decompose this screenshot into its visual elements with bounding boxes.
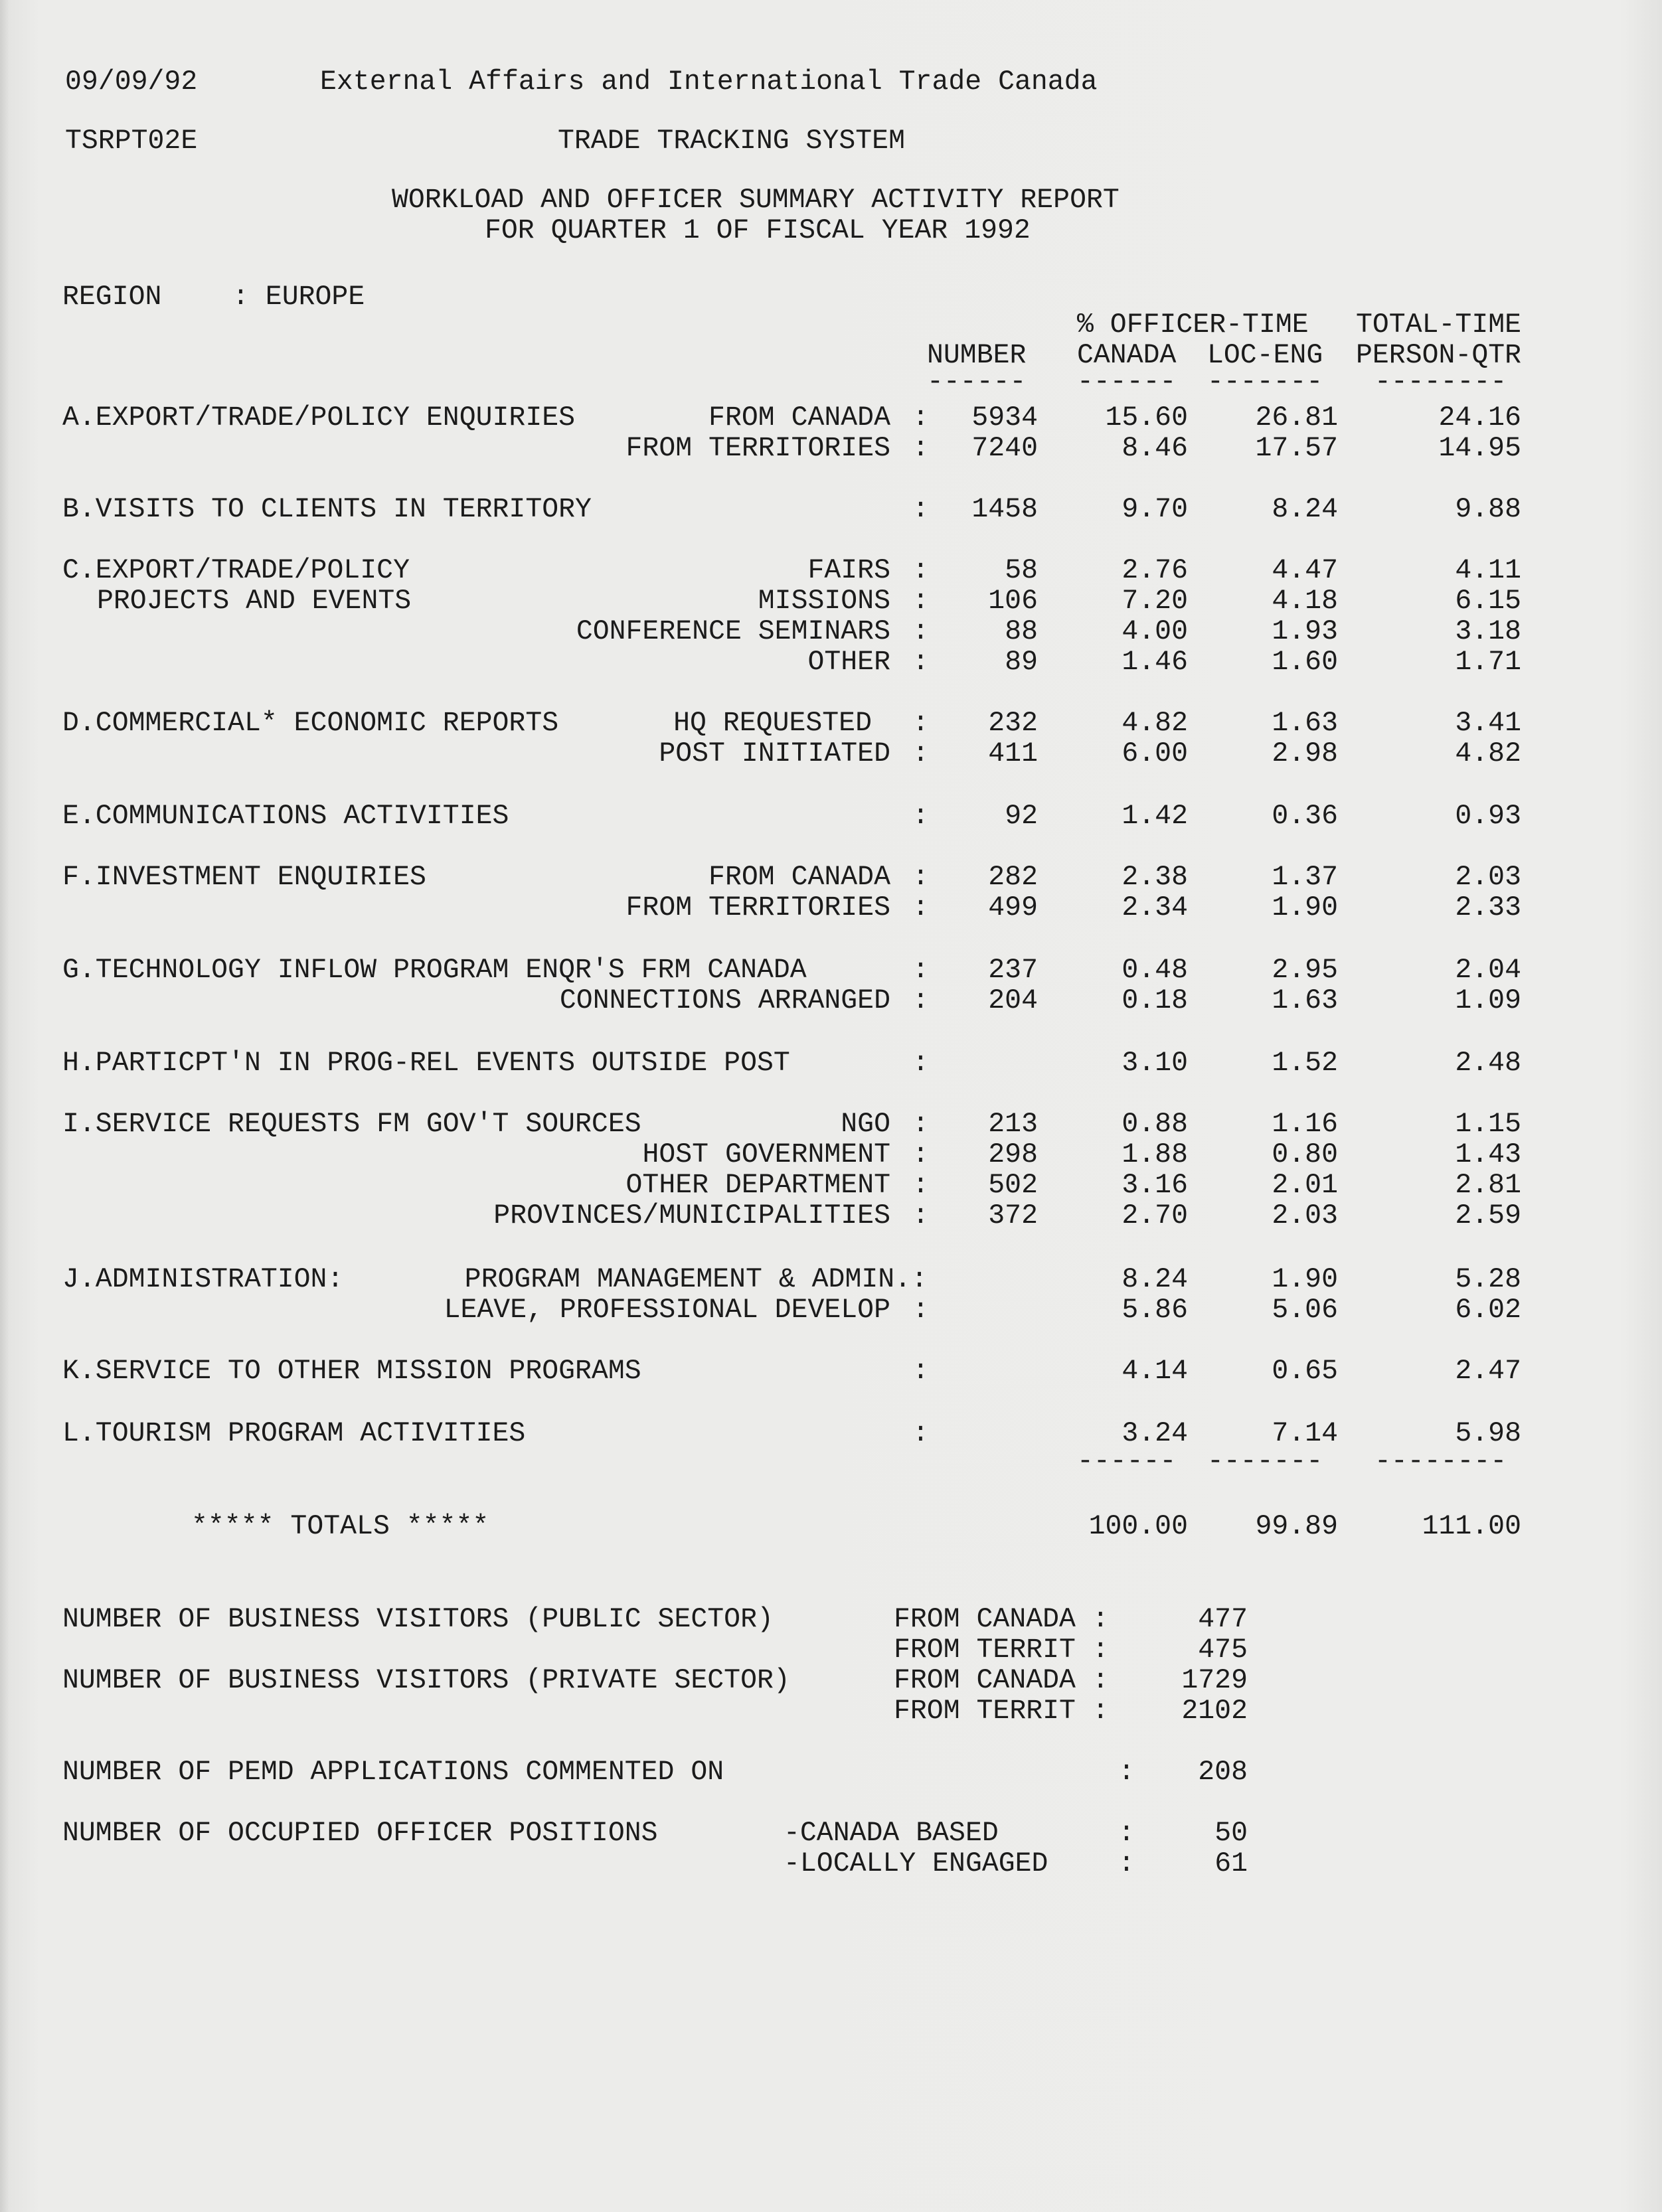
number-cell: 502 [988, 1170, 1038, 1201]
colon: : [912, 862, 929, 893]
canada-cell: 5.86 [1122, 1295, 1188, 1326]
colon: : [912, 892, 929, 923]
number-underline: ------ [927, 366, 1027, 398]
report-code: TSRPT02E [65, 125, 198, 157]
canada-cell: 0.18 [1122, 985, 1188, 1016]
report-title: WORKLOAD AND OFFICER SUMMARY ACTIVITY REPORT [392, 185, 1120, 216]
person-qtr-cell: 2.03 [1455, 862, 1521, 893]
colon: : [912, 985, 929, 1016]
person-qtr-cell: 4.82 [1455, 738, 1521, 769]
person-qtr-cell: 2.33 [1455, 892, 1521, 923]
sub-label: MISSIONS [758, 586, 890, 617]
loc-eng-cell: 1.63 [1272, 708, 1338, 739]
number-cell: 1458 [971, 494, 1038, 525]
table-row [0, 429, 1662, 469]
number-cell: 58 [1005, 555, 1038, 586]
colon: : [912, 586, 929, 617]
loc-eng-cell: 0.36 [1272, 801, 1338, 832]
sub-label: POST INITIATED [659, 738, 890, 769]
business-visitors-public-label: NUMBER OF BUSINESS VISITORS (PUBLIC SECTOR) [62, 1604, 774, 1635]
loc-eng-cell: 5.06 [1272, 1295, 1338, 1326]
canada-cell: 3.10 [1122, 1048, 1188, 1079]
loc-eng-cell: 1.63 [1272, 985, 1338, 1016]
loc-eng-cell: 4.47 [1272, 555, 1338, 586]
person-qtr-total-underline: -------- [1374, 1446, 1507, 1477]
colon: : [912, 494, 929, 525]
loc-eng-cell: 1.90 [1272, 892, 1338, 923]
canada-cell: 9.70 [1122, 494, 1188, 525]
colon: : [912, 1139, 929, 1170]
table-row [0, 1291, 1662, 1330]
number-cell: 499 [988, 892, 1038, 923]
from-territ-label: FROM TERRIT : [894, 1634, 1109, 1666]
canada-cell: 3.16 [1122, 1170, 1188, 1201]
canada-cell: 2.38 [1122, 862, 1188, 893]
category-label: C.EXPORT/TRADE/POLICY [62, 555, 410, 586]
loc-eng-cell: 2.98 [1272, 738, 1338, 769]
table-row [0, 1196, 1662, 1236]
person-qtr-cell: 2.81 [1455, 1170, 1521, 1201]
loc-eng-header: LOC-ENG [1207, 340, 1323, 371]
sub-label: FROM CANADA [708, 862, 890, 893]
number-cell: 106 [988, 586, 1038, 617]
category-label: I.SERVICE REQUESTS FM GOV'T SOURCES [62, 1109, 641, 1140]
total-time-header: TOTAL-TIME [1356, 309, 1522, 341]
header-line-1 [0, 62, 1662, 102]
colon: : [912, 555, 929, 586]
category-label: G.TECHNOLOGY INFLOW PROGRAM ENQR'S FRM CANADA [62, 955, 807, 986]
category-label: A.EXPORT/TRADE/POLICY ENQUIRIES [62, 402, 576, 434]
number-cell: 204 [988, 985, 1038, 1016]
category-label: F.INVESTMENT ENQUIRIES [62, 862, 426, 893]
sub-label: OTHER [807, 647, 890, 678]
canada-total-underline: ------ [1077, 1446, 1177, 1477]
person-qtr-cell: 14.95 [1438, 433, 1521, 464]
colon: : [912, 708, 929, 739]
person-qtr-total: 111.00 [1422, 1511, 1521, 1542]
report-title-line-2 [0, 211, 1662, 251]
loc-eng-cell: 1.37 [1272, 862, 1338, 893]
colon: : [912, 955, 929, 986]
canada-cell: 2.70 [1122, 1200, 1188, 1231]
sub-label: NGO [841, 1109, 890, 1140]
person-qtr-cell: 6.02 [1455, 1295, 1521, 1326]
person-qtr-header: PERSON-QTR [1356, 340, 1522, 371]
loc-eng-cell: 1.16 [1272, 1109, 1338, 1140]
loc-eng-cell: 26.81 [1255, 402, 1338, 434]
person-qtr-cell: 1.09 [1455, 985, 1521, 1016]
sub-label: OTHER DEPARTMENT [625, 1170, 890, 1201]
loc-eng-cell: 4.18 [1272, 586, 1338, 617]
loc-eng-cell: 0.65 [1272, 1356, 1338, 1387]
loc-eng-cell: 2.01 [1272, 1170, 1338, 1201]
loc-eng-cell: 17.57 [1255, 433, 1338, 464]
totals-label: ***** TOTALS ***** [191, 1511, 489, 1542]
person-qtr-cell: 5.98 [1455, 1418, 1521, 1449]
category-label: J.ADMINISTRATION: [62, 1264, 344, 1295]
canada-cell: 8.24 [1122, 1264, 1188, 1295]
person-qtr-cell: 5.28 [1455, 1264, 1521, 1295]
table-row [0, 797, 1662, 836]
report-period: FOR QUARTER 1 OF FISCAL YEAR 1992 [485, 215, 1031, 246]
from-canada-label: FROM CANADA : [894, 1604, 1109, 1635]
colon: : [1118, 1818, 1135, 1849]
loc-eng-cell: 2.95 [1272, 955, 1338, 986]
system-name: TRADE TRACKING SYSTEM [558, 125, 905, 157]
loc-eng-total-underline: ------- [1207, 1446, 1323, 1477]
colon: : [912, 1109, 929, 1140]
colon: : [912, 647, 929, 678]
loc-eng-cell: 1.52 [1272, 1048, 1338, 1079]
canada-header: CANADA [1077, 340, 1177, 371]
colon: : [912, 1200, 929, 1231]
sub-label: FROM CANADA [708, 402, 890, 434]
table-row [0, 1352, 1662, 1391]
person-qtr-cell: 2.59 [1455, 1200, 1521, 1231]
pemd-label: NUMBER OF PEMD APPLICATIONS COMMENTED ON [62, 1757, 724, 1788]
table-row [0, 643, 1662, 682]
canada-cell: 4.82 [1122, 708, 1188, 739]
canada-cell: 0.48 [1122, 955, 1188, 986]
canada-cell: 2.76 [1122, 555, 1188, 586]
number-cell: 5934 [971, 402, 1038, 434]
from-territ-label: FROM TERRIT : [894, 1696, 1109, 1727]
canada-cell: 2.34 [1122, 892, 1188, 923]
region-label: REGION [62, 281, 162, 313]
stat-value: 61 [1214, 1848, 1248, 1879]
from-canada-label: FROM CANADA : [894, 1665, 1109, 1696]
person-qtr-cell: 2.04 [1455, 955, 1521, 986]
sub-label: PROGRAM MANAGEMENT & ADMIN.: [464, 1264, 928, 1295]
canada-cell: 1.88 [1122, 1139, 1188, 1170]
number-cell: 232 [988, 708, 1038, 739]
colon: : [912, 1170, 929, 1201]
canada-cell: 0.88 [1122, 1109, 1188, 1140]
pct-officer-time-header: % OFFICER-TIME [1077, 309, 1309, 341]
category-label: L.TOURISM PROGRAM ACTIVITIES [62, 1418, 526, 1449]
table-row [0, 734, 1662, 774]
person-qtr-cell: 3.41 [1455, 708, 1521, 739]
totals-underline [0, 1442, 1662, 1482]
category-label: D.COMMERCIAL* ECONOMIC REPORTS [62, 708, 559, 739]
stat-value: 50 [1214, 1818, 1248, 1849]
person-qtr-cell: 2.47 [1455, 1356, 1521, 1387]
header-line-2 [0, 121, 1662, 161]
loc-eng-underline: ------- [1207, 366, 1323, 398]
loc-eng-cell: 8.24 [1272, 494, 1338, 525]
loc-eng-cell: 1.60 [1272, 647, 1338, 678]
canada-cell: 8.46 [1122, 433, 1188, 464]
business-visitors-private-territ [0, 1692, 1662, 1731]
number-header: NUMBER [927, 340, 1027, 371]
officer-positions-locally-engaged [0, 1844, 1662, 1884]
sub-label: FROM TERRITORIES [625, 892, 890, 923]
sub-label: HOST GOVERNMENT [642, 1139, 890, 1170]
category-label: PROJECTS AND EVENTS [97, 586, 412, 617]
number-cell: 7240 [971, 433, 1038, 464]
business-visitors-private-label: NUMBER OF BUSINESS VISITORS (PRIVATE SECTOR) [62, 1665, 790, 1696]
table-row [0, 888, 1662, 928]
loc-eng-cell: 0.80 [1272, 1139, 1338, 1170]
loc-eng-cell: 2.03 [1272, 1200, 1338, 1231]
person-qtr-cell: 0.93 [1455, 801, 1521, 832]
colon: : [912, 1048, 929, 1079]
canada-cell: 4.00 [1122, 616, 1188, 647]
officer-positions-label: NUMBER OF OCCUPIED OFFICER POSITIONS [62, 1818, 658, 1849]
person-qtr-cell: 4.11 [1455, 555, 1521, 586]
canada-cell: 6.00 [1122, 738, 1188, 769]
report-date: 09/09/92 [65, 66, 198, 98]
canada-cell: 3.24 [1122, 1418, 1188, 1449]
number-cell: 411 [988, 738, 1038, 769]
sub-label: PROVINCES/MUNICIPALITIES [493, 1200, 890, 1231]
organization-name: External Affairs and International Trade Canada [320, 66, 1098, 98]
table-row [0, 490, 1662, 530]
loc-eng-cell: 1.93 [1272, 616, 1338, 647]
person-qtr-cell: 1.43 [1455, 1139, 1521, 1170]
person-qtr-cell: 9.88 [1455, 494, 1521, 525]
number-cell: 213 [988, 1109, 1038, 1140]
loc-eng-cell: 1.90 [1272, 1264, 1338, 1295]
stat-value: 1729 [1181, 1665, 1248, 1696]
colon: : [912, 801, 929, 832]
category-label: H.PARTICPT'N IN PROG-REL EVENTS OUTSIDE POST [62, 1048, 790, 1079]
number-cell: 89 [1005, 647, 1038, 678]
category-label: E.COMMUNICATIONS ACTIVITIES [62, 801, 509, 832]
sub-label: LEAVE, PROFESSIONAL DEVELOP [444, 1295, 890, 1326]
table-row [0, 1044, 1662, 1083]
canada-total: 100.00 [1088, 1511, 1188, 1542]
sub-label: CONFERENCE SEMINARS [576, 616, 890, 647]
person-qtr-cell: 3.18 [1455, 616, 1521, 647]
number-cell: 298 [988, 1139, 1038, 1170]
colon: : [1118, 1848, 1135, 1879]
person-qtr-cell: 6.15 [1455, 586, 1521, 617]
stat-value: 475 [1198, 1634, 1248, 1666]
person-qtr-cell: 1.71 [1455, 647, 1521, 678]
number-cell: 237 [988, 955, 1038, 986]
category-label: K.SERVICE TO OTHER MISSION PROGRAMS [62, 1356, 641, 1387]
region-value: : EUROPE [232, 281, 365, 313]
colon: : [912, 616, 929, 647]
sub-label: FAIRS [807, 555, 890, 586]
colon: : [912, 433, 929, 464]
pemd-applications-line [0, 1753, 1662, 1792]
colon: : [912, 1356, 929, 1387]
canada-cell: 4.14 [1122, 1356, 1188, 1387]
number-cell: 92 [1005, 801, 1038, 832]
colon: : [912, 1295, 929, 1326]
stat-value: 477 [1198, 1604, 1248, 1635]
colon: : [912, 738, 929, 769]
number-cell: 282 [988, 862, 1038, 893]
column-header-underline [0, 362, 1662, 402]
table-row [0, 981, 1662, 1021]
canada-underline: ------ [1077, 366, 1177, 398]
person-qtr-cell: 2.48 [1455, 1048, 1521, 1079]
colon: : [912, 402, 929, 434]
category-label: B.VISITS TO CLIENTS IN TERRITORY [62, 494, 592, 525]
loc-eng-total: 99.89 [1255, 1511, 1338, 1542]
totals-row [0, 1507, 1662, 1547]
loc-eng-cell: 7.14 [1272, 1418, 1338, 1449]
canada-based-label: -CANADA BASED [784, 1818, 999, 1849]
stat-value: 208 [1198, 1757, 1248, 1788]
number-cell: 372 [988, 1200, 1038, 1231]
person-qtr-cell: 24.16 [1438, 402, 1521, 434]
colon: : [912, 1418, 929, 1449]
sub-label: FROM TERRITORIES [625, 433, 890, 464]
canada-cell: 15.60 [1105, 402, 1188, 434]
number-cell: 88 [1005, 616, 1038, 647]
canada-cell: 1.46 [1122, 647, 1188, 678]
locally-engaged-label: -LOCALLY ENGAGED [784, 1848, 1048, 1879]
canada-cell: 7.20 [1122, 586, 1188, 617]
sub-label: CONNECTIONS ARRANGED [559, 985, 890, 1016]
canada-cell: 1.42 [1122, 801, 1188, 832]
person-qtr-underline: -------- [1374, 366, 1507, 398]
stat-value: 2102 [1181, 1696, 1248, 1727]
colon: : [1118, 1757, 1135, 1788]
person-qtr-cell: 1.15 [1455, 1109, 1521, 1140]
sub-label: HQ REQUESTED [673, 708, 872, 739]
